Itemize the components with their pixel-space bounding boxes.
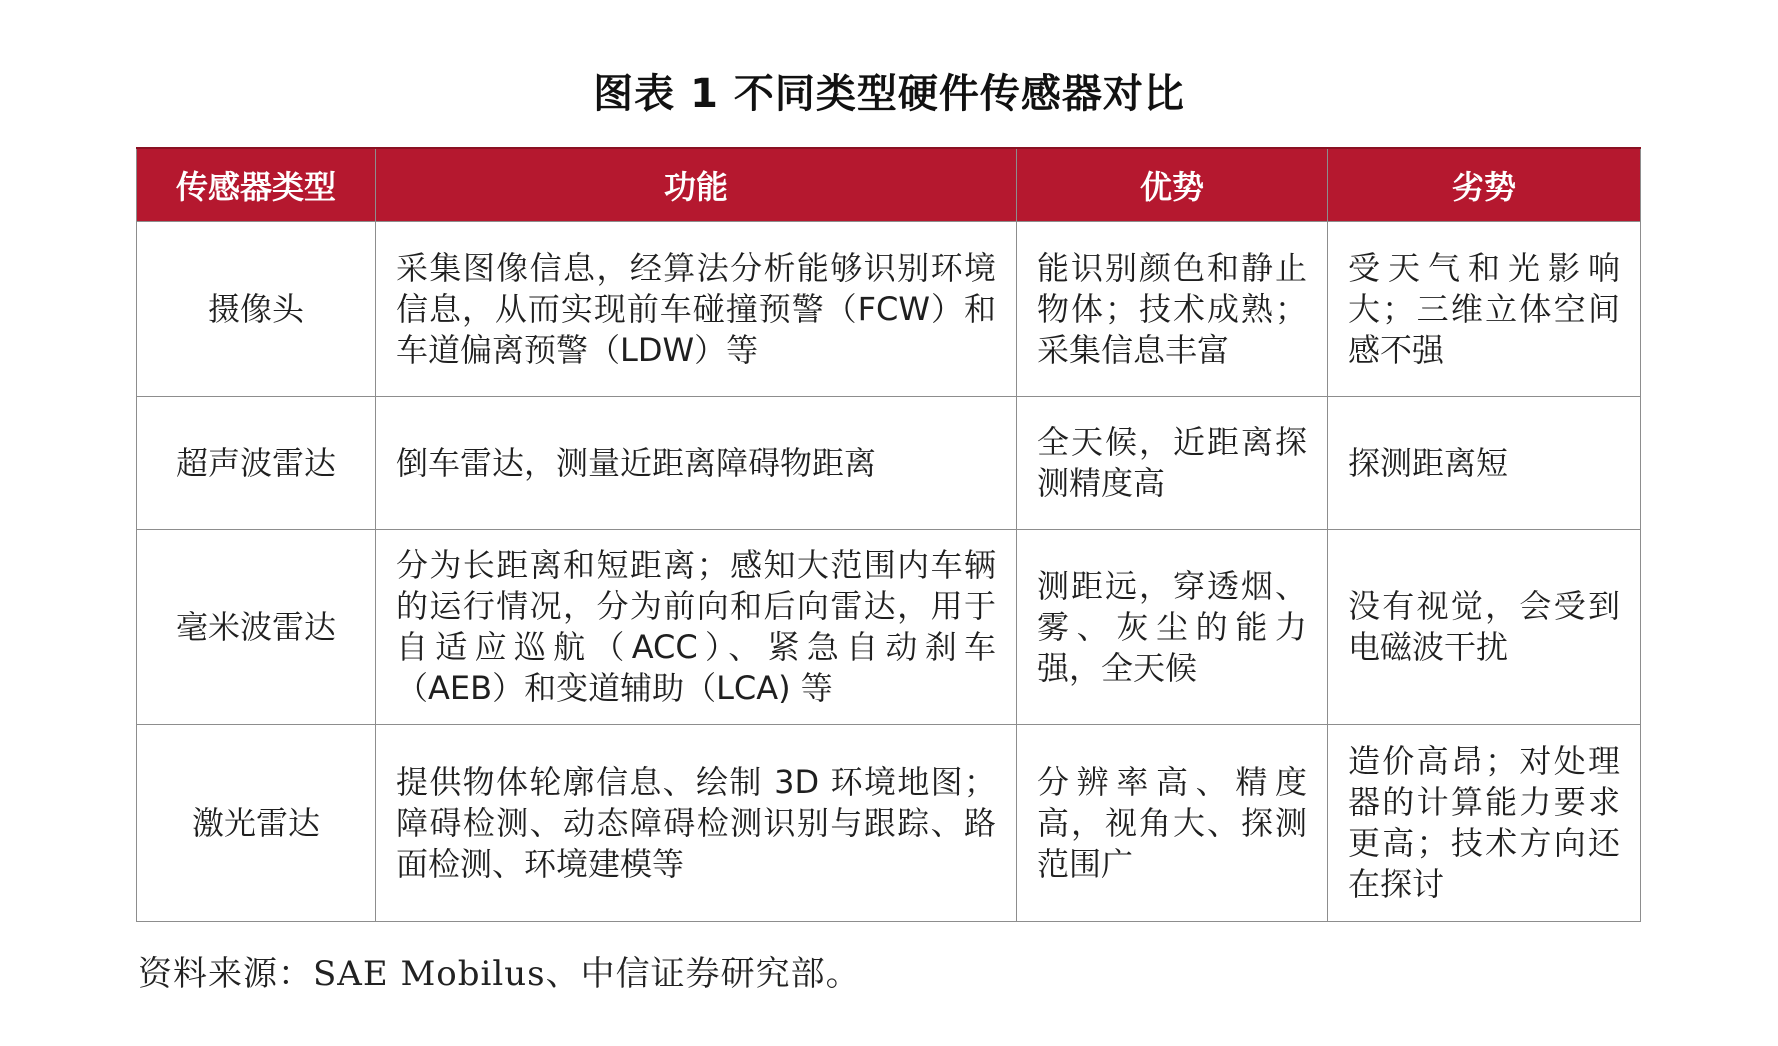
cell-disadvantage: 受天气和光影响大；三维立体空间感不强 [1328,222,1641,397]
cell-advantage: 能识别颜色和静止物体；技术成熟；采集信息丰富 [1017,222,1328,397]
figure-title: 图表 1 不同类型硬件传感器对比 [593,71,1185,117]
table-row-ultrasonic-radar [137,397,1641,530]
cell-disadvantage: 造价高昂；对处理器的计算能力要求更高；技术方向还在探讨 [1328,725,1641,922]
cell-sensor-type: 摄像头 [137,222,376,397]
cell-function: 采集图像信息，经算法分析能够识别环境信息，从而实现前车碰撞预警（FCW）和车道偏离预警（LDW）等 [376,222,1017,397]
header-sensor-type: 传感器类型 [137,148,376,222]
cell-disadvantage: 没有视觉，会受到电磁波干扰 [1328,530,1641,725]
sensor-comparison-table [136,147,1641,922]
table-row-camera [137,222,1641,397]
cell-function: 提供物体轮廓信息、绘制 3D 环境地图；障碍检测、动态障碍检测识别与跟踪、路面检测、环境建模等 [376,725,1017,922]
cell-advantage: 全天候，近距离探测精度高 [1017,397,1328,530]
header-advantage: 优势 [1017,148,1328,222]
header-disadvantage: 劣势 [1328,148,1641,222]
cell-sensor-type: 超声波雷达 [137,397,376,530]
cell-sensor-type: 毫米波雷达 [137,530,376,725]
cell-advantage: 测距远，穿透烟、雾、灰尘的能力强，全天候 [1017,530,1328,725]
table-header-row [137,148,1641,222]
cell-function: 倒车雷达，测量近距离障碍物距离 [376,397,1017,530]
table-row-mmwave-radar [137,530,1641,725]
cell-sensor-type: 激光雷达 [137,725,376,922]
cell-advantage: 分辨率高、精度高，视角大、探测范围广 [1017,725,1328,922]
source-note: 资料来源：SAE Mobilus、中信证券研究部。 [138,954,861,994]
table-row-lidar [137,725,1641,922]
cell-function: 分为长距离和短距离；感知大范围内车辆的运行情况，分为前向和后向雷达，用于自适应巡航（ACC）、紧急自动刹车（AEB）和变道辅助（LCA) 等 [376,530,1017,725]
cell-disadvantage: 探测距离短 [1328,397,1641,530]
header-function: 功能 [376,148,1017,222]
